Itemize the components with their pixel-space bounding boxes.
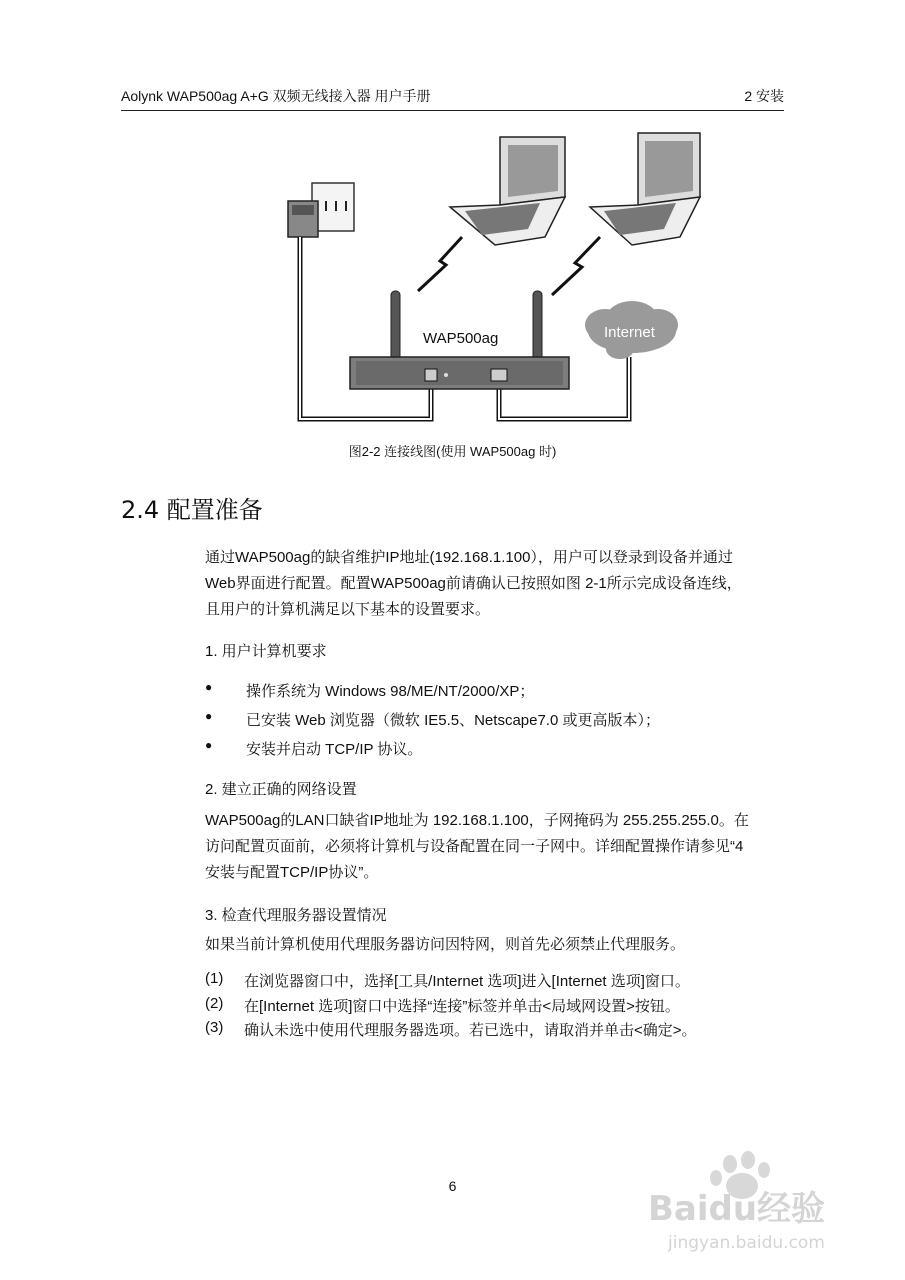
step-item — [205, 970, 690, 991]
intro-paragraph — [205, 545, 785, 623]
subsection-title: 1. 用户计算机要求 — [205, 643, 327, 660]
bullet-icon: ● — [205, 680, 213, 694]
figure-caption: 图2-2 连接线图(使用 WAP500ag 时) — [348, 444, 557, 459]
list-item — [205, 709, 660, 730]
watermark-url: jingyan.baidu.com — [668, 1233, 825, 1253]
header-title: Aolynk WAP500ag A+G 双频无线接入器 用户手册 — [121, 88, 431, 104]
network-paragraph — [205, 808, 785, 886]
device-label: WAP500ag — [423, 330, 499, 347]
wireless-signal-icon — [418, 237, 462, 291]
laptop-icon — [450, 137, 565, 245]
laptop-icon — [590, 133, 700, 245]
bullet-icon: ● — [205, 709, 213, 723]
header-chapter: 2 安装 — [744, 88, 784, 104]
list-item-text: 操作系统为 Windows 98/ME/NT/2000/XP； — [246, 683, 535, 700]
step-text: 确认未选中使用代理服务器选项。若已选中，请取消并单击<确定>。 — [244, 1022, 697, 1039]
proxy-intro: 如果当前计算机使用代理服务器访问因特网，则首先必须禁止代理服务。 — [205, 936, 686, 953]
intro-line: 通过WAP500ag的缺省维护IP地址(192.168.1.100），用户可以登录到设备并通过 — [205, 549, 733, 566]
watermark-brand: Baidu经验 — [648, 1189, 826, 1229]
step-text: 在浏览器窗口中，选择[工具/Internet 选项]进入[Internet 选项]窗口。 — [244, 973, 690, 990]
page-number: 6 — [448, 1178, 457, 1194]
step-item — [205, 995, 680, 1016]
subsection-title: 2. 建立正确的网络设置 — [205, 781, 357, 798]
baidu-watermark-logo — [640, 1150, 850, 1260]
subsection-title: 3. 检查代理服务器设置情况 — [205, 907, 387, 924]
intro-line: 且用户的计算机满足以下基本的设置要求。 — [205, 601, 491, 618]
step-item — [205, 1019, 697, 1040]
paragraph-line: 访问配置页面前，必须将计算机与设备配置在同一子网中。详细配置操作请参见“4 — [205, 838, 744, 855]
intro-line: Web界面进行配置。配置WAP500ag前请确认已按照如图 2-1所示完成设备连线， — [205, 575, 742, 592]
list-item — [205, 738, 422, 759]
cloud-label: Internet — [604, 324, 655, 341]
wireless-signal-icon — [552, 237, 600, 295]
access-point-icon — [350, 357, 569, 389]
paragraph-line: 安装与配置TCP/IP协议”。 — [205, 864, 379, 881]
step-number: (3) — [205, 1019, 224, 1036]
power-adapter-icon — [288, 201, 318, 237]
page-header — [121, 86, 784, 111]
paragraph-line: WAP500ag的LAN口缺省IP地址为 192.168.1.100，子网掩码为 255.255.255.0。在 — [205, 812, 749, 829]
section-title: 2.4 配置准备 — [121, 496, 263, 524]
list-item — [205, 680, 534, 701]
bullet-icon: ● — [205, 738, 213, 752]
list-item-text: 已安装 Web 浏览器（微软 IE5.5、Netscape7.0 或更高版本）； — [246, 712, 660, 729]
list-item-text: 安装并启动 TCP/IP 协议。 — [246, 741, 423, 758]
step-number: (1) — [205, 970, 224, 987]
connection-diagram — [270, 125, 710, 435]
step-text: 在[Internet 选项]窗口中选择“连接”标签并单击<局域网设置>按钮。 — [244, 998, 680, 1015]
step-number: (2) — [205, 995, 224, 1012]
